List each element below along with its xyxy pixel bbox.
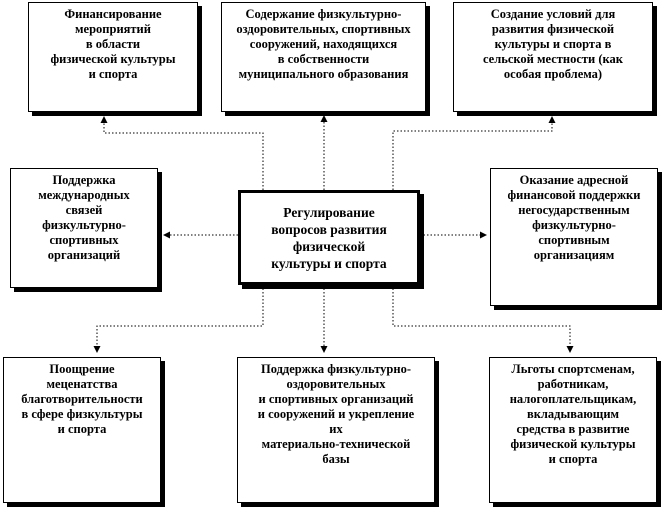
box-top-center: Содержание физкультурно- оздоровительных, спортивных сооружений, находящихся в собственности муниципального образования: [221, 2, 426, 112]
box-left: Поддержка международных связей физкультурно- спортивных организаций: [10, 168, 158, 288]
box-bottom-left: Поощрение меценатства благотворительности в сфере физкультуры и спорта: [3, 357, 161, 503]
connector-to-bottom-left: [97, 285, 263, 352]
box-center: Регулирование вопросов развития физической культуры и спорта: [238, 190, 420, 285]
box-top-left: Финансирование мероприятий в области физической культуры и спорта: [28, 2, 198, 112]
box-bottom-right: Льготы спортсменам, работникам, налогоплательщикам, вкладывающим средства в развитие физической культуры и спорта: [489, 357, 657, 503]
box-top-right: Создание условий для развития физической культуры и спорта в сельской местности (как особая проблема): [453, 2, 653, 112]
box-right: Оказание адресной финансовой поддержки негосударственным физкультурно- спортивным организациям: [490, 168, 658, 306]
box-bottom-center: Поддержка физкультурно- оздоровительных и спортивных организаций и сооружений и укрепление их материально-технической базы: [237, 357, 435, 503]
